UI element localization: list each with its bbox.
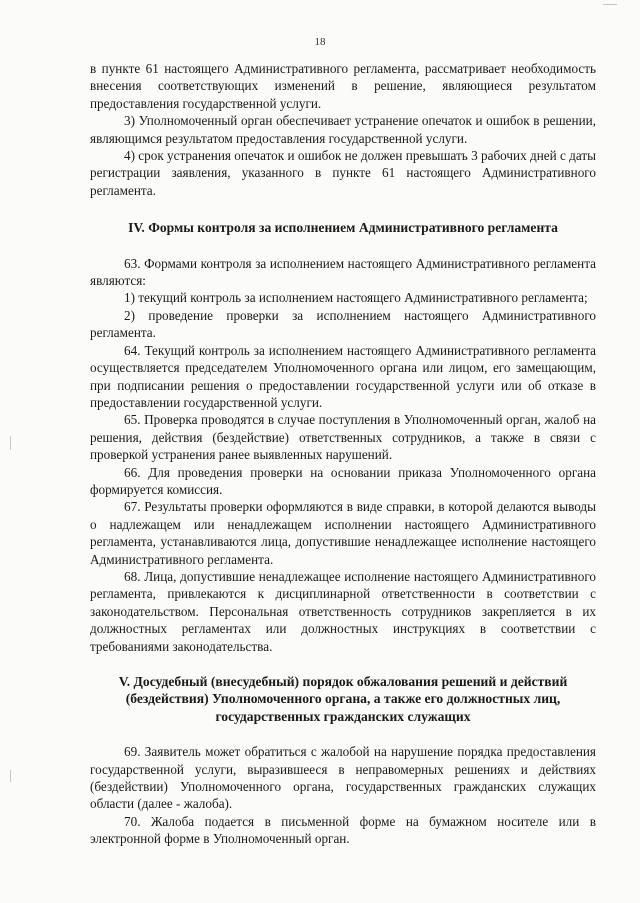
scan-mark — [10, 436, 11, 450]
paragraph-65: 65. Проверка проводятся в случае поступления в Уполномоченный орган, жалоб на решения, действия (бездействие) ответственных сотрудников, а также в связи с проверкой устранения ранее выявленных нарушений. — [90, 412, 596, 463]
paragraph-64: 64. Текущий контроль за исполнением настоящего Административного регламента осуществляется председателем Уполномоченного органа или лицом, его замещающим, при подписании решения о предоставлении государственной услуги или об отказе в предоставлении государственной услуги. — [90, 342, 596, 410]
section-heading-v: V. Досудебный (внесудебный) порядок обжалования решений и действий (бездействия) Уполномоченного органа, а также его должностных лиц, государственных гражданских служащих — [118, 674, 568, 724]
paragraph-continuation: в пункте 61 настоящего Административного регламента, рассматривает необходимость внесения соответствующих изменений в решение, являющиеся результатом предоставления государственной услуги. — [90, 61, 596, 111]
paragraph-69: 69. Заявитель может обратиться с жалобой на нарушение порядка предоставления государственной услуги, выразившееся в неправомерных решениях и действиях (бездействии) Уполномоченного органа, государственных гражданских служащих области (далее - жалоба). — [90, 744, 596, 812]
paragraph-67: 67. Результаты проверки оформляются в виде справки, в которой делаются выводы о надлежащем или ненадлежащем исполнении настоящего Административного регламента, устанавливаются лица, допустившие ненадлежащее исполнение настоящего Административного регламента. — [90, 499, 596, 567]
paragraph-66: 66. Для проведения проверки на основании приказа Уполномоченного органа формируется комиссия. — [90, 464, 596, 497]
paragraph-68: 68. Лица, допустившие ненадлежащее исполнение настоящего Административного регламента, привлекаются к дисциплинарной ответственности в соответствии с законодательством. Персональная ответственность сотрудников закрепляется в их должностных регламентах или должностных инструкциях в соответствии с требованиями законодательства. — [90, 568, 596, 654]
paragraph-item-2: 2) проведение проверки за исполнением настоящего Административного регламента. — [90, 307, 596, 341]
page-number: 18 — [314, 36, 326, 48]
paragraph-item-1: 1) текущий контроль за исполнением настоящего Административного регламента; — [124, 290, 588, 306]
paragraph-70: 70. Жалоба подается в письменной форме на бумажном носителе или в электронной форме в Уполномоченный орган. — [90, 813, 596, 847]
paragraph: 4) срок устранения опечаток и ошибок не должен превышать 3 рабочих дней с даты регистрации заявления, указанного в пункте 61 настоящего Административного регламента. — [90, 148, 596, 198]
scan-mark — [603, 4, 617, 5]
paragraph-63: 63. Формами контроля за исполнением настоящего Административного регламента являются: — [90, 255, 596, 289]
document-body — [90, 60, 596, 848]
scan-mark — [10, 770, 11, 782]
section-heading-iv: IV. Формы контроля за исполнением Административного регламента — [128, 220, 558, 236]
paragraph: 3) Уполномоченный орган обеспечивает устранение опечаток и ошибок в решении, являющимся результатом предоставления государственной услуги. — [90, 113, 596, 146]
